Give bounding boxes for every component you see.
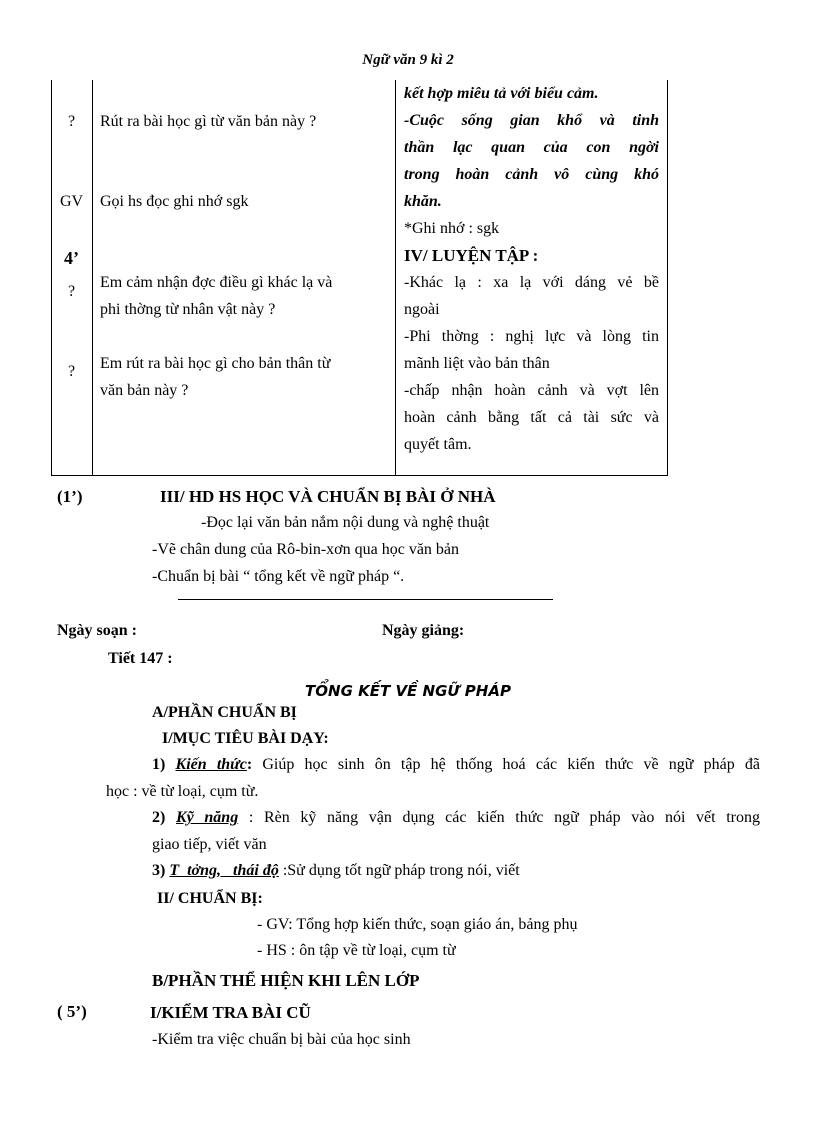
table-cell-marker: ? (67, 363, 76, 380)
table-question: Gọi hs đọc ghi nhớ sgk (100, 193, 249, 210)
table-answer: -chấp nhận hoàn cảnh và vợt lên (404, 382, 659, 399)
part-a-heading: A/PHẦN CHUẨN BỊ (152, 704, 297, 721)
knowledge-label: Kiến thức (175, 756, 247, 773)
skills-label: Kỹ năng (175, 809, 239, 826)
table-divider-1 (92, 80, 93, 476)
preparation-gv: - GV: Tổng hợp kiến thức, soạn giáo án, bảng phụ (257, 916, 578, 933)
table-answer: quyết tâm. (404, 436, 472, 453)
lesson-period: Tiết 147 : (108, 650, 173, 667)
ngay-giang: Ngày giảng: (382, 622, 465, 639)
table-cell-marker: 4’ (64, 248, 79, 268)
table-question: Em cảm nhận đợc điều gì khác lạ và (100, 274, 333, 291)
table-cell-marker: ? (67, 113, 76, 130)
table-question: Rút ra bài học gì từ văn bản này ? (100, 113, 317, 130)
homework-item: -Chuẩn bị bài “ tổng kết về ngữ pháp “. (152, 568, 405, 585)
skills-text-cont: giao tiếp, viết văn (152, 836, 267, 853)
knowledge-num: 1) (152, 756, 166, 773)
attitude-objective (152, 862, 520, 880)
table-answer: -Khác lạ : xa lạ với dáng vẻ bề (404, 274, 659, 291)
skills-num: 2) (152, 809, 166, 826)
attitude-label: T tởng, thái độ (169, 862, 279, 879)
table-answer: trong hoàn cảnh vô cùng khó (404, 166, 659, 183)
knowledge-objective (152, 756, 760, 774)
preparation-hs: - HS : ôn tập về từ loại, cụm từ (257, 942, 456, 959)
table-border-bottom (51, 475, 668, 476)
part-b-heading: B/PHẦN THỂ HIỆN KHI LÊN LỚP (152, 971, 420, 990)
table-answer: khăn. (404, 193, 442, 210)
table-border-right (667, 80, 668, 476)
review-heading: I/KIỂM TRA BÀI CŨ (150, 1003, 311, 1022)
attitude-text: :Sử dụng tốt ngữ pháp trong nói, viết (282, 862, 520, 879)
table-answer: *Ghi nhớ : sgk (404, 220, 500, 237)
table-answer: ngoài (404, 301, 440, 318)
page-header: Ngữ văn 9 kì 2 (362, 52, 454, 68)
table-answer: thần lạc quan của con ngời (404, 139, 659, 156)
table-divider-2 (395, 80, 396, 476)
lesson-title: TỔNG KẾT VỀ NGỮ PHÁP (305, 682, 511, 700)
objectives-heading: I/MỤC TIÊU BÀI DẠY: (162, 730, 329, 747)
table-answer: -Phi thờng : nghị lực và lòng tin (404, 328, 659, 345)
homework-item: -Đọc lại văn bản nắm nội dung và nghệ thuật (201, 514, 490, 531)
table-answer: mãnh liệt vào bản thân (404, 355, 550, 372)
table-answer: kết hợp miêu tả với biểu cảm. (404, 85, 599, 102)
table-answer: -Cuộc sống gian khổ và tinh (404, 112, 659, 129)
knowledge-colon: : (246, 756, 253, 773)
review-time: ( 5’) (57, 1002, 87, 1021)
homework-heading: III/ HD HS HỌC VÀ CHUẨN BỊ BÀI Ở NHÀ (160, 487, 496, 506)
homework-time: (1’) (57, 487, 83, 506)
knowledge-text-cont: học : về từ loại, cụm từ. (106, 783, 259, 800)
table-question: Em rút ra bài học gì cho bản thân từ (100, 355, 331, 372)
table-question: phi thờng từ nhân vật này ? (100, 301, 276, 318)
table-cell-marker: GV (59, 193, 84, 210)
lesson-table (51, 80, 668, 476)
attitude-num: 3) (152, 862, 166, 879)
skills-objective (152, 809, 760, 827)
section-divider (178, 599, 553, 600)
table-question: văn bản này ? (100, 382, 189, 399)
table-answer-heading: IV/ LUYỆN TẬP : (404, 246, 539, 265)
knowledge-text: Giúp học sinh ôn tập hệ thống hoá các kiến thức về ngữ pháp đã (262, 756, 761, 773)
homework-item: -Vẽ chân dung của Rô-bin-xơn qua học văn bản (152, 541, 460, 558)
ngay-soan: Ngày soạn : (57, 622, 138, 639)
preparation-heading: II/ CHUẨN BỊ: (157, 890, 263, 907)
table-cell-marker: ? (67, 283, 76, 300)
review-text: -Kiểm tra việc chuẩn bị bài của học sinh (152, 1031, 411, 1048)
skills-text: : Rèn kỹ năng vận dụng các kiến thức ngữ pháp vào nói vết trong (248, 809, 761, 826)
table-answer: hoàn cảnh bằng tất cả tài sức và (404, 409, 659, 426)
